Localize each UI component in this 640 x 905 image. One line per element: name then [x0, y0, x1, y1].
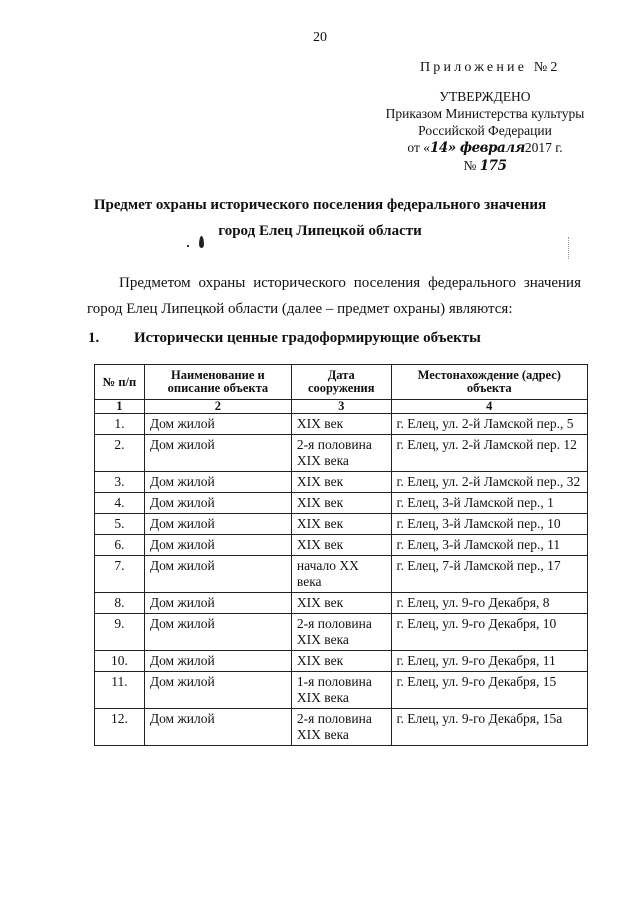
- construction-date: XIX век: [291, 514, 391, 535]
- construction-date: XIX век: [291, 493, 391, 514]
- objects-table: [94, 364, 588, 746]
- object-address: г. Елец, ул. 9-го Декабря, 15а: [391, 709, 587, 746]
- object-name: Дом жилой: [144, 593, 291, 614]
- object-address: г. Елец, ул. 2-й Ламской пер. 12: [391, 435, 587, 472]
- row-number: 12.: [95, 709, 145, 746]
- approval-order-line: Приказом Министерства культуры: [385, 106, 585, 121]
- section-heading: [88, 330, 481, 347]
- document-title-line-2: город Елец Липецкой области: [218, 223, 422, 239]
- column-number: 2: [144, 400, 291, 414]
- object-name: Дом жилой: [144, 672, 291, 709]
- section-number: 1.: [88, 330, 100, 346]
- table-row: [95, 493, 588, 514]
- appendix-label: Приложение №2: [420, 60, 561, 75]
- construction-date: начало XX века: [291, 556, 391, 593]
- table-header-row: [95, 365, 588, 400]
- column-number: 1: [95, 400, 145, 414]
- object-name: Дом жилой: [144, 556, 291, 593]
- approval-heading: УТВЕРЖДЕНО: [439, 89, 531, 104]
- construction-date: 1-я половина XIX века: [291, 672, 391, 709]
- row-number: 10.: [95, 651, 145, 672]
- row-number: 1.: [95, 414, 145, 435]
- object-name: Дом жилой: [144, 493, 291, 514]
- page-number: 20: [313, 30, 327, 45]
- header-number: № п/п: [95, 365, 145, 400]
- object-name: Дом жилой: [144, 651, 291, 672]
- object-name: Дом жилой: [144, 709, 291, 746]
- table-row: [95, 651, 588, 672]
- scan-artifact: [568, 237, 570, 259]
- table-row: [95, 472, 588, 493]
- approval-ministry-line: Российской Федерации: [418, 123, 552, 138]
- construction-date: XIX век: [291, 535, 391, 556]
- number-prefix: №: [463, 158, 477, 173]
- intro-paragraph-line-2: город Елец Липецкой области (далее – предмет охраны) являются:: [87, 301, 513, 317]
- table-row: [95, 514, 588, 535]
- object-address: г. Елец, ул. 2-й Ламской пер., 32: [391, 472, 587, 493]
- row-number: 9.: [95, 614, 145, 651]
- header-address: Местонахождение (адрес) объекта: [391, 365, 587, 400]
- intro-paragraph-line-1: Предметом охраны исторического поселения федерального значения: [119, 275, 581, 291]
- approval-date-line: [385, 139, 585, 157]
- section-title: Исторически ценные градоформирующие объекты: [134, 330, 481, 346]
- table-row: [95, 435, 588, 472]
- object-address: г. Елец, 3-й Ламской пер., 10: [391, 514, 587, 535]
- object-name: Дом жилой: [144, 614, 291, 651]
- ink-mark: [199, 236, 204, 248]
- column-number-row: [95, 400, 588, 414]
- row-number: 7.: [95, 556, 145, 593]
- construction-date: XIX век: [291, 651, 391, 672]
- row-number: 4.: [95, 493, 145, 514]
- object-name: Дом жилой: [144, 514, 291, 535]
- row-number: 8.: [95, 593, 145, 614]
- date-prefix: от «: [407, 140, 430, 155]
- row-number: 3.: [95, 472, 145, 493]
- object-address: г. Елец, ул. 9-го Декабря, 11: [391, 651, 587, 672]
- object-name: Дом жилой: [144, 435, 291, 472]
- ink-dot: [187, 245, 189, 247]
- table-row: [95, 535, 588, 556]
- date-suffix: 2017 г.: [524, 140, 563, 155]
- construction-date: XIX век: [291, 593, 391, 614]
- object-address: г. Елец, ул. 2-й Ламской пер., 5: [391, 414, 587, 435]
- object-address: г. Елец, 3-й Ламской пер., 1: [391, 493, 587, 514]
- column-number: 4: [391, 400, 587, 414]
- row-number: 2.: [95, 435, 145, 472]
- table-row: [95, 414, 588, 435]
- construction-date: XIX век: [291, 472, 391, 493]
- table-row: [95, 709, 588, 746]
- handwritten-date: 14» февраля: [429, 140, 525, 156]
- object-address: г. Елец, 7-й Ламской пер., 17: [391, 556, 587, 593]
- row-number: 6.: [95, 535, 145, 556]
- row-number: 11.: [95, 672, 145, 709]
- object-address: г. Елец, ул. 9-го Декабря, 8: [391, 593, 587, 614]
- approval-number-line: [385, 157, 585, 175]
- object-name: Дом жилой: [144, 414, 291, 435]
- object-name: Дом жилой: [144, 472, 291, 493]
- object-address: г. Елец, 3-й Ламской пер., 11: [391, 535, 587, 556]
- construction-date: 2-я половина XIX века: [291, 709, 391, 746]
- table-row: [95, 614, 588, 651]
- table-row: [95, 672, 588, 709]
- object-address: г. Елец, ул. 9-го Декабря, 10: [391, 614, 587, 651]
- approval-block: [385, 88, 585, 175]
- construction-date: 2-я половина XIX века: [291, 614, 391, 651]
- document-title-line-1: Предмет охраны исторического поселения федерального значения: [93, 197, 547, 213]
- header-name: Наименование и описание объекта: [144, 365, 291, 400]
- table-row: [95, 556, 588, 593]
- object-address: г. Елец, ул. 9-го Декабря, 15: [391, 672, 587, 709]
- row-number: 5.: [95, 514, 145, 535]
- table-row: [95, 593, 588, 614]
- construction-date: 2-я половина XIX века: [291, 435, 391, 472]
- handwritten-number: 175: [479, 158, 507, 174]
- construction-date: XIX век: [291, 414, 391, 435]
- object-name: Дом жилой: [144, 535, 291, 556]
- header-date: Дата сооружения: [291, 365, 391, 400]
- column-number: 3: [291, 400, 391, 414]
